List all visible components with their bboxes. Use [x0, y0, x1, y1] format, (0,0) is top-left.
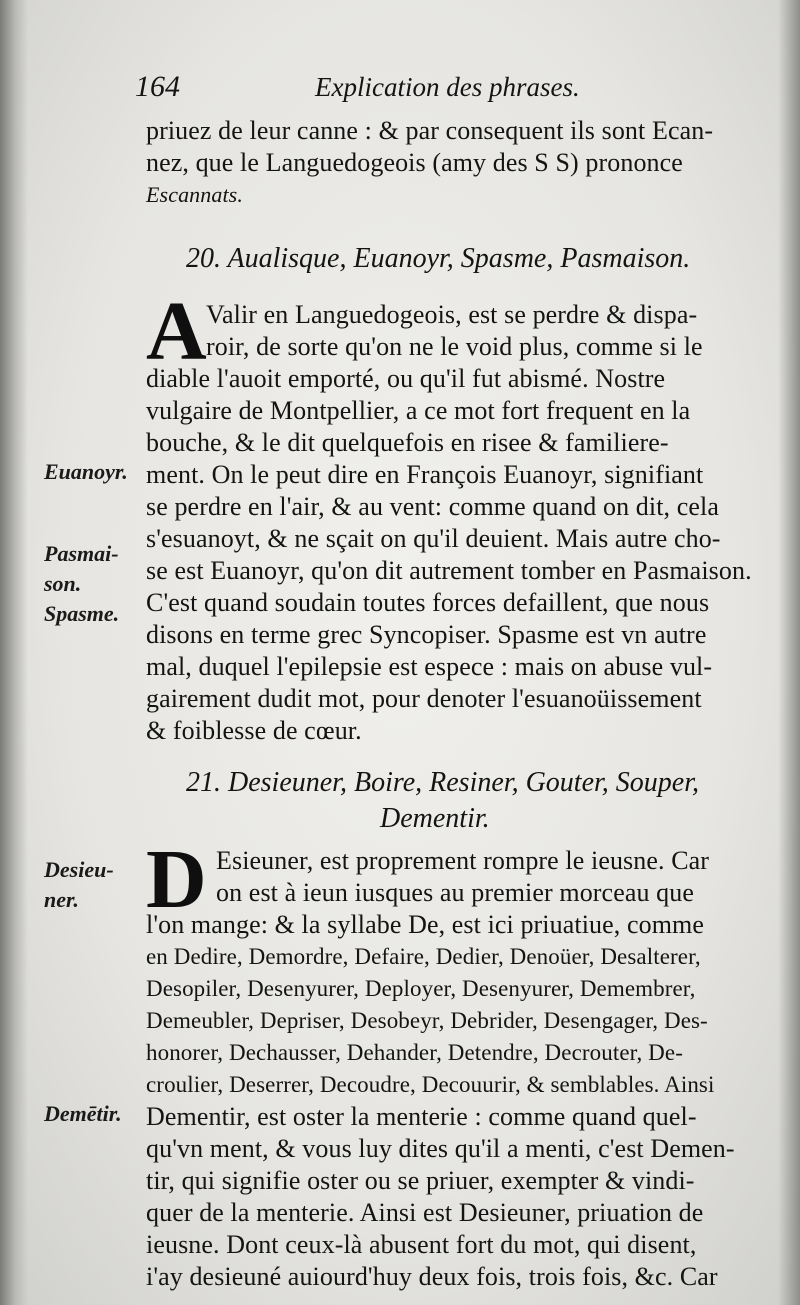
text-line: C'est quand soudain toutes forces defaillent, que nous: [146, 588, 710, 617]
text-line: roir, de sorte qu'on ne le void plus, comme si le: [206, 332, 703, 361]
text-line: honorer, Dechausser, Dehander, Detendre, Decrouter, De-: [146, 1040, 683, 1065]
margin-note-desieuner: Desieu-: [44, 857, 114, 882]
text-line: priuez de leur canne : & par consequent ils sont Ecan-: [146, 116, 714, 145]
text-line: ment. On le peut dire en François Euanoyr, signifiant: [146, 460, 704, 489]
text-line: bouche, & le dit quelquefois en risee & familiere-: [146, 428, 669, 457]
text-line: Esieuner, est proprement rompre le ieusne. Car: [216, 846, 710, 875]
text-line: quer de la menterie. Ainsi est Desieuner, priuation de: [146, 1198, 704, 1227]
text-line: gairement dudit mot, pour denoter l'esuanoüissement: [146, 684, 702, 713]
page-edge-shadow: [778, 0, 800, 1305]
drop-cap-d: D: [146, 833, 207, 926]
text-line: Valir en Languedogeois, est se perdre & dispa-: [206, 300, 698, 329]
margin-note-pasmaison-cont: son.: [44, 571, 82, 596]
text-line: s'esuanoyt, & ne sçait on qu'il deuient. Mais autre cho-: [146, 524, 721, 553]
text-line: se est Euanoyr, qu'on dit autrement tomber en Pasmaison.: [146, 556, 752, 585]
section-heading-21-cont: Dementir.: [380, 803, 490, 834]
text-line: mal, duquel l'epilepsie est espece : mais on abuse vul-: [146, 652, 713, 681]
text-line: Demeubler, Depriser, Desobeyr, Debrider, Desengager, Des-: [146, 1008, 708, 1033]
text-line: qu'vn ment, & vous luy dites qu'il a menti, c'est Demen-: [146, 1134, 735, 1163]
text-line: en Dedire, Demordre, Defaire, Dedier, Denoüer, Desalterer,: [146, 944, 701, 969]
text-line: nez, que le Languedogeois (amy des S S) prononce: [146, 148, 683, 177]
margin-note-spasme: Spasme.: [44, 601, 120, 626]
drop-cap-a: A: [146, 285, 207, 378]
text-line: l'on mange: & la syllabe De, est ici priuatiue, comme: [146, 910, 704, 939]
margin-note-dementir: Demētir.: [44, 1101, 122, 1126]
text-line: croulier, Deserrer, Decoudre, Decouurir, & semblables. Ainsi: [146, 1072, 715, 1097]
text-line: i'ay desieuné auiourd'huy deux fois, trois fois, &c. Car: [146, 1262, 718, 1291]
margin-note-pasmaison: Pasmai-: [44, 541, 119, 566]
text-line: tir, qui signifie oster ou se priuer, exempter & vindi-: [146, 1166, 695, 1195]
section-heading-21: 21. Desieuner, Boire, Resiner, Gouter, Souper,: [186, 767, 700, 798]
text-line: diable l'auoit emporté, ou qu'il fut abismé. Nostre: [146, 364, 666, 393]
text-line: Dementir, est oster la menterie : comme quand quel-: [146, 1102, 697, 1131]
text-line: vulgaire de Montpellier, a ce mot fort frequent en la: [146, 396, 691, 425]
page-gutter-shadow: [0, 0, 28, 1305]
page-header: [135, 70, 595, 112]
margin-note-euanoyr: Euanoyr.: [44, 459, 128, 484]
margin-note-desieuner-cont: ner.: [44, 887, 79, 912]
text-line: ieusne. Dont ceux-là abusent fort du mot, qui disent,: [146, 1230, 697, 1259]
section-heading-20: 20. Aualisque, Euanoyr, Spasme, Pasmaison.: [186, 243, 691, 274]
text-line: se perdre en l'air, & au vent: comme quand on dit, cela: [146, 492, 719, 521]
page-number: 164: [135, 70, 180, 103]
text-line: disons en terme grec Syncopiser. Spasme est vn autre: [146, 620, 707, 649]
text-line: Escannats.: [146, 182, 243, 207]
running-title: Explication des phrases.: [315, 72, 580, 102]
text-line: & foiblesse de cœur.: [146, 716, 362, 745]
text-line: on est à ieun iusques au premier morceau que: [216, 878, 695, 907]
text-line: Desopiler, Desenyurer, Deployer, Desenyurer, Demembrer,: [146, 976, 696, 1001]
